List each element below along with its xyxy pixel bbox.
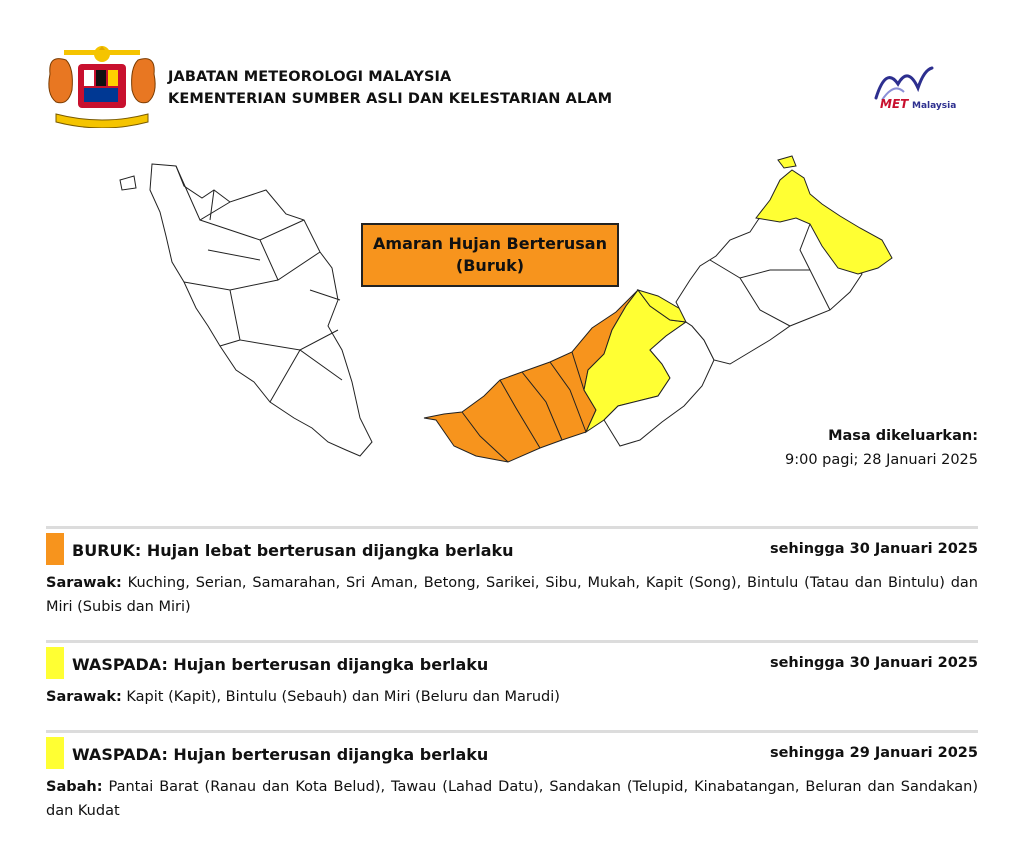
warning-state: Sarawak: <box>46 575 122 591</box>
warning-title-line1: Amaran Hujan Berterusan <box>373 234 607 253</box>
issued-label: Masa dikeluarkan: <box>828 428 978 444</box>
warning-state: Sabah: <box>46 779 103 795</box>
met-logo-text: MET <box>880 97 909 111</box>
warning-color-swatch <box>46 737 64 769</box>
issued-value: 9:00 pagi; 28 Januari 2025 <box>785 452 978 468</box>
header <box>44 44 980 134</box>
warning-level: WASPADA: Hujan berterusan dijangka berlaku <box>72 745 489 764</box>
warning-area-list: Kuching, Serian, Samarahan, Sri Aman, Betong, Sarikei, Sibu, Mukah, Kapit (Song), Bintulu (Tatau dan Bintulu) dan Miri (Subis dan Miri) <box>46 575 979 615</box>
warning-area-list: Kapit (Kapit), Bintulu (Sebauh) dan Miri (Beluru dan Marudi) <box>126 689 560 705</box>
section-header <box>46 733 978 769</box>
warning-section-waspada-sabah <box>46 730 978 823</box>
warning-color-swatch <box>46 647 64 679</box>
warning-until: sehingga 30 Januari 2025 <box>769 655 978 671</box>
warning-area-list: Pantai Barat (Ranau dan Kota Belud), Tawau (Lahad Datu), Sandakan (Telupid, Kinabatangan, Beluran dan Sandakan) dan Kudat <box>46 779 978 819</box>
warning-color-swatch <box>46 533 64 565</box>
warning-map <box>110 150 900 480</box>
sabah-waspada-region <box>778 156 796 168</box>
warning-areas <box>46 571 978 619</box>
warning-level: WASPADA: Hujan berterusan dijangka berlaku <box>72 655 489 674</box>
peninsular-island <box>120 176 136 190</box>
coat-of-arms-icon <box>44 44 160 128</box>
sabah <box>676 156 892 364</box>
warning-until: sehingga 30 Januari 2025 <box>769 541 978 557</box>
met-malaysia-logo <box>868 62 978 112</box>
malaysia-logo-text: Malaysia <box>912 101 957 111</box>
issued-time <box>785 424 978 472</box>
section-header <box>46 529 978 565</box>
agency-name-line1: JABATAN METEOROLOGI MALAYSIA <box>168 69 452 85</box>
warning-section-buruk-sarawak <box>46 526 978 619</box>
warning-areas <box>46 685 978 709</box>
agency-name-line2: KEMENTERIAN SUMBER ASLI DAN KELESTARIAN ALAM <box>168 91 613 107</box>
warning-state: Sarawak: <box>46 689 122 705</box>
warning-title-line2: (Buruk) <box>455 256 525 275</box>
warning-areas <box>46 775 978 823</box>
peninsular-malaysia <box>120 164 372 456</box>
warning-until: sehingga 29 Januari 2025 <box>769 745 978 761</box>
peninsular-outline <box>150 164 372 456</box>
agency-name <box>168 66 612 110</box>
section-header <box>46 643 978 679</box>
warning-title-box <box>361 223 619 287</box>
warning-level: BURUK: Hujan lebat berterusan dijangka berlaku <box>72 541 514 560</box>
warning-section-waspada-sarawak <box>46 640 978 709</box>
